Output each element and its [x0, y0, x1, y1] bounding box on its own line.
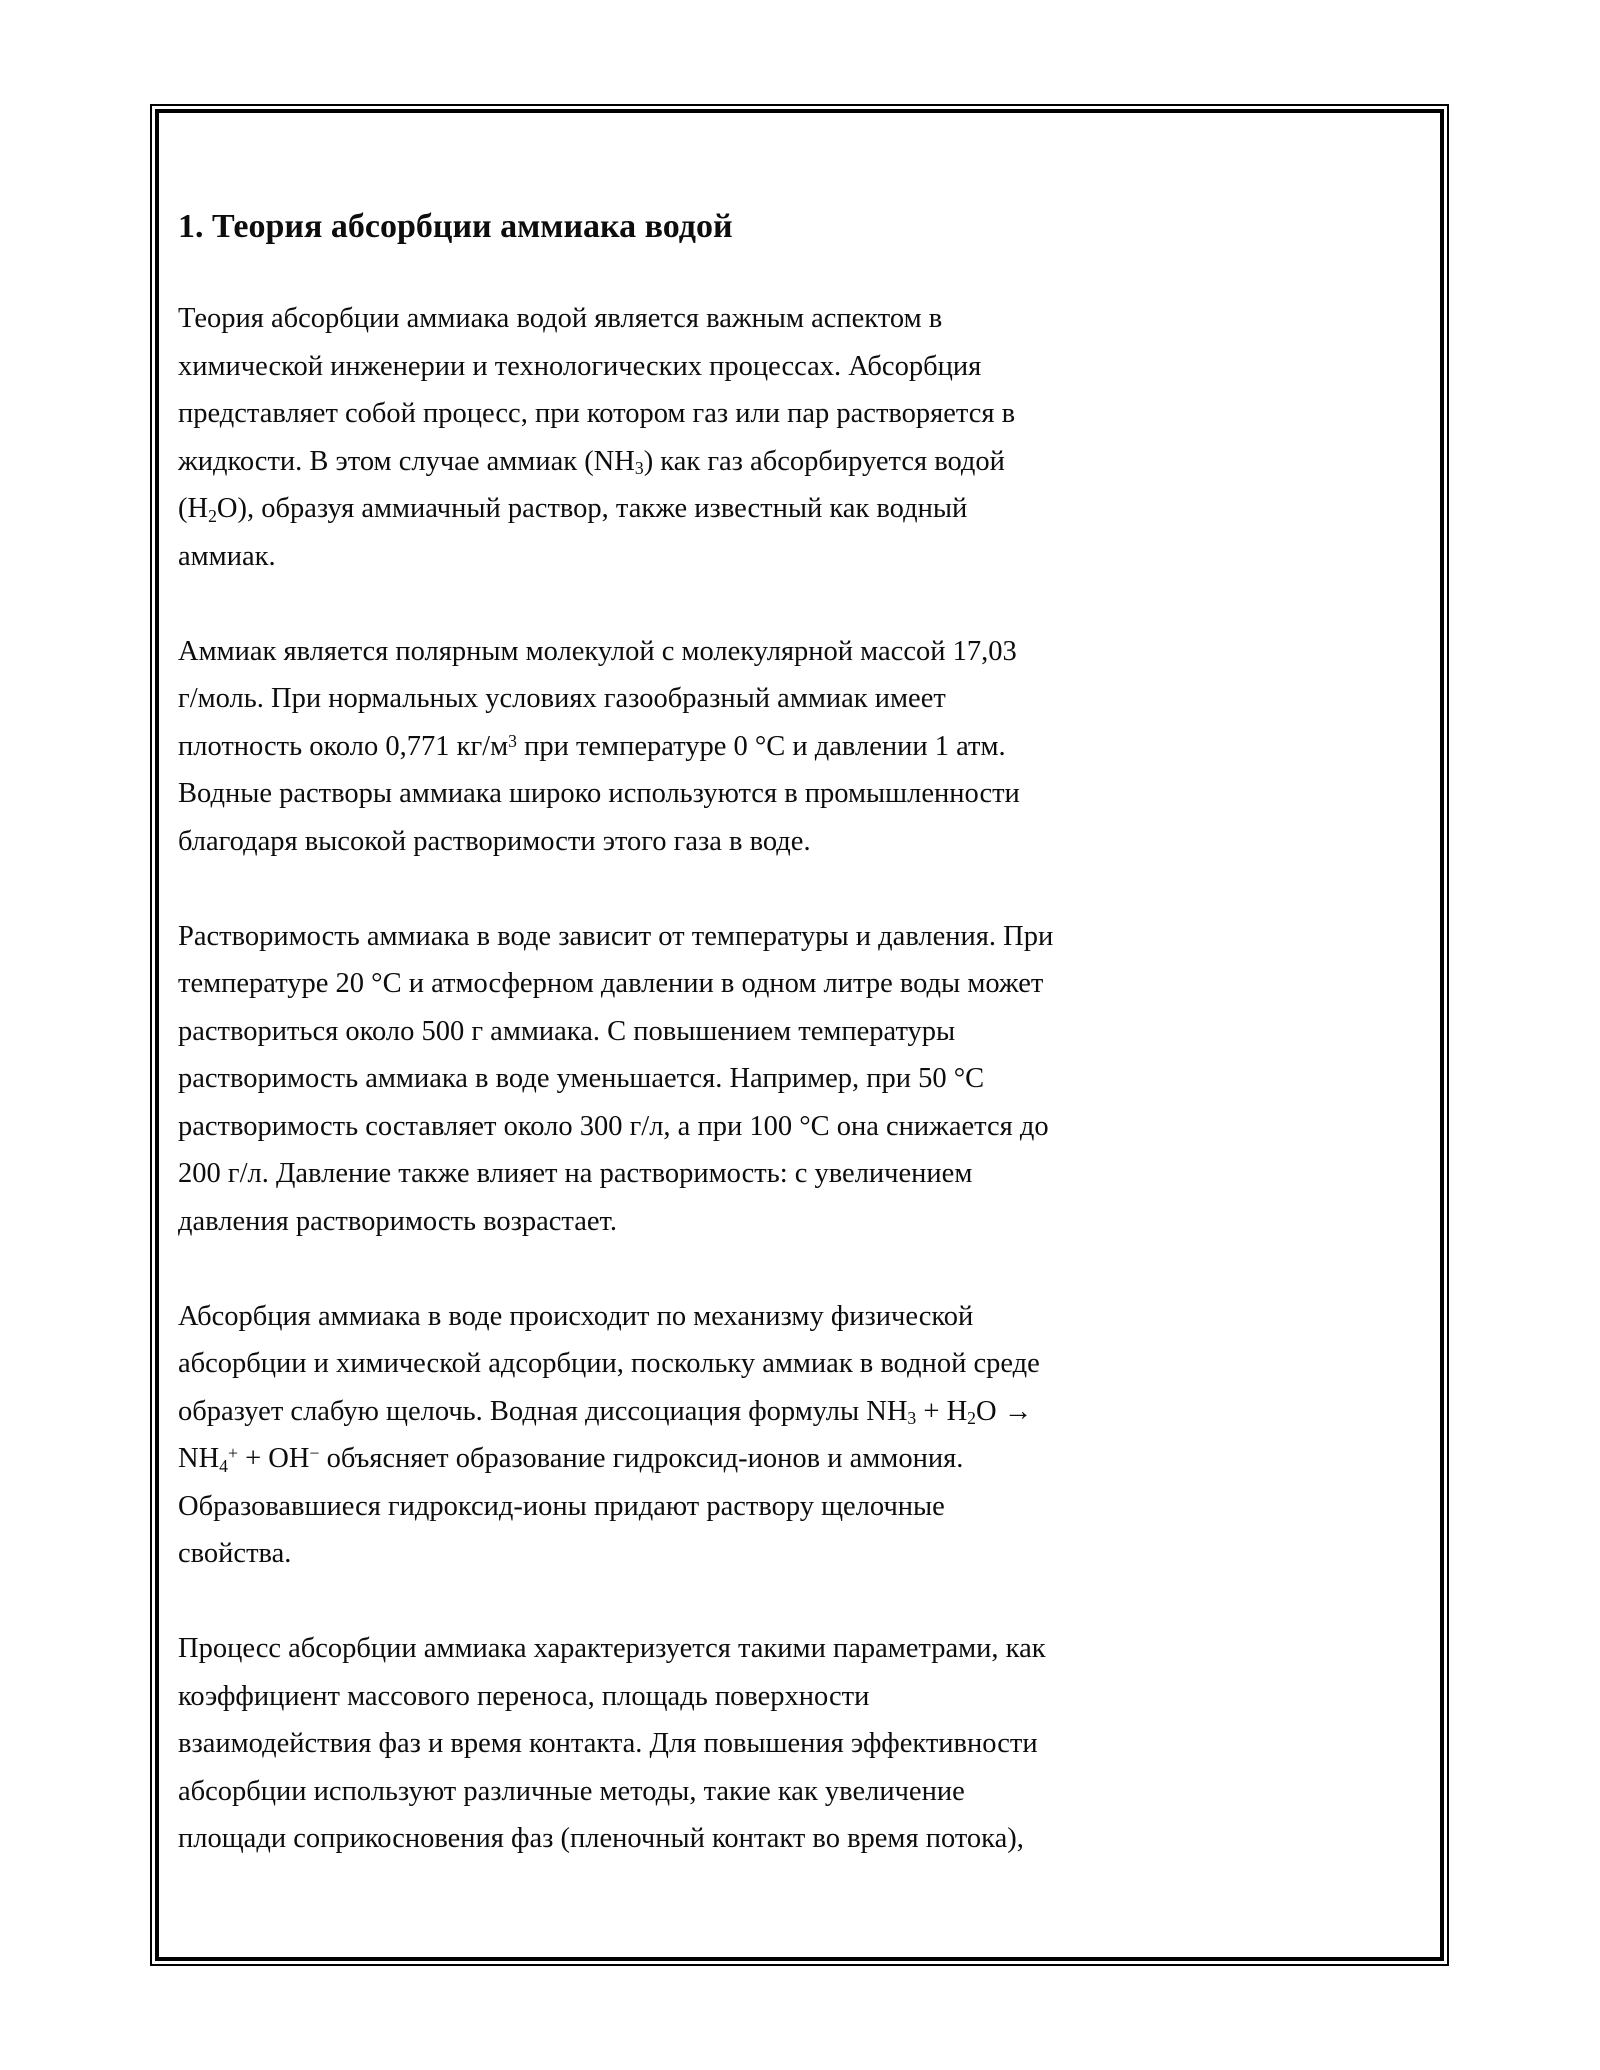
paragraph-intro: Теория абсорбции аммиака водой является важным аспектом в химической инженерии и технологических процессах. Абсорбция представляет собой процесс, при котором газ или пар растворяется в жидкости. В этом случае аммиак $(NH_3)$ как газ абсорбируется водой $(H_2O)$, образуя аммиачный раствор, также известный как водный аммиак. [178, 303, 1016, 572]
page-border-outer [150, 104, 1449, 1966]
paragraph-absorption-mechanism: Абсорбция аммиака в воде происходит по механизму физической абсорбции и химической адсорбции, поскольку аммиак в водной среде образует слабую щелочь. Водная диссоциация формулы $NH_3 + H_2O$ → $NH_4^+ + OH^-$ объясняет образование гидроксид-ионов и аммония. Образовавшиеся гидроксид-ионы придают раствору щелочные свойства. [178, 1300, 1040, 1569]
paragraph-ammonia-properties: Аммиак является полярным молекулой с молекулярной массой 17,03 г/моль. При нормальных условиях газообразный аммиак имеет плотность около 0,771 $кг/м^3$ при температуре 0 °C и давлении 1 атм. Водные растворы аммиака широко используются в промышленности благодаря высокой растворимости этого газа в воде. [178, 635, 1020, 857]
section-heading: 1. Теория абсорбции аммиака водой [178, 208, 733, 245]
paragraph-process-parameters: Процесс абсорбции аммиака характеризуется такими параметрами, как коэффициент массового переноса, площадь поверхности взаимодействия фаз и время контакта. Для повышения эффективности абсорбции используют различные методы, такие как увеличение площади соприкосновения фаз (пленочный контакт во время потока), [178, 1633, 1046, 1854]
page-border-inner [155, 109, 1444, 1961]
paragraph-solubility: Растворимость аммиака в воде зависит от температуры и давления. При температуре 20 °C и атмосферном давлении в одном литре воды может раствориться около 500 г аммиака. С повышением температуры растворимость аммиака в воде уменьшается. Например, при 50 °C растворимость составляет около 300 г/л, а при 100 °C она снижается до 200 г/л. Давление также влияет на растворимость: с увеличением давления растворимость возрастает. [178, 920, 1054, 1237]
